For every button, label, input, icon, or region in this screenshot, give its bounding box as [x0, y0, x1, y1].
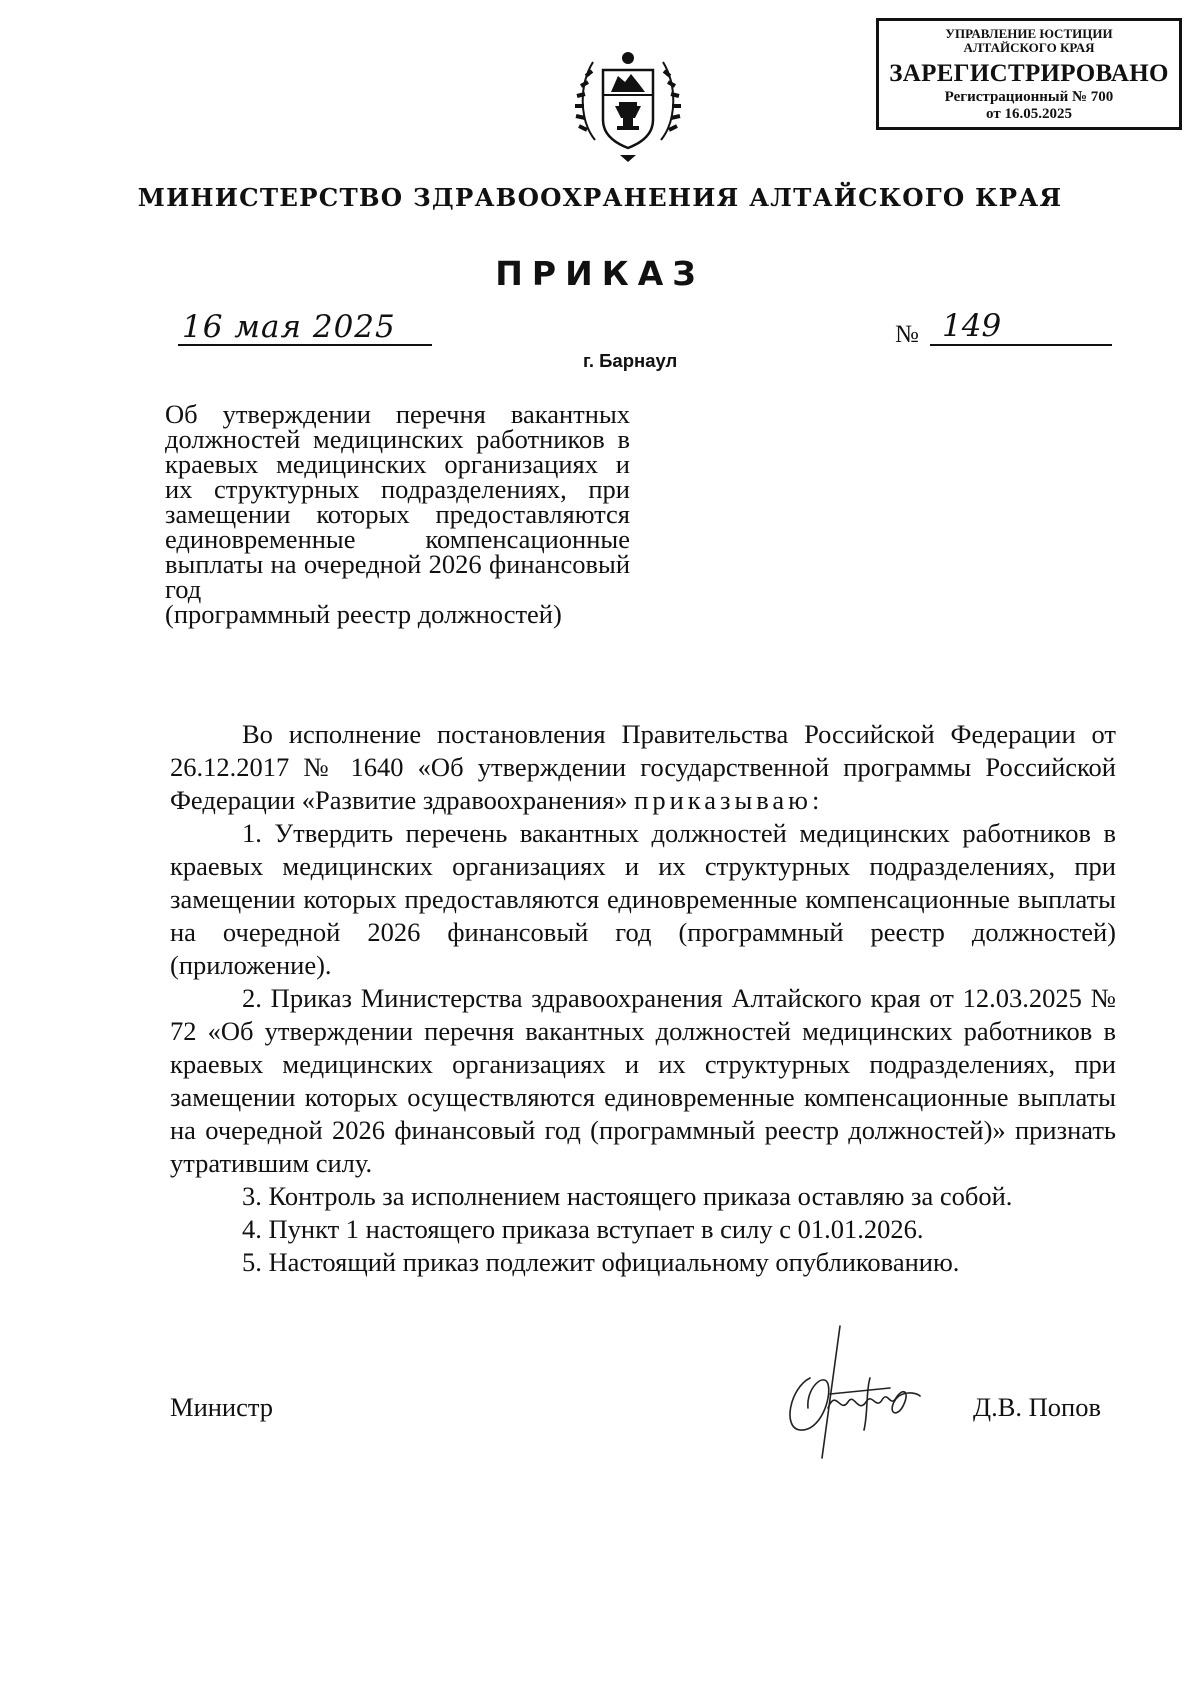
preamble-text: Во исполнение постановления Правительства Российской Федерации от 26.12.2017 № 1640 «Об утверждении государственной программы Российской Федерации «Развитие здравоохранения» — [170, 719, 1116, 815]
stamp-organization: УПРАВЛЕНИЕ ЮСТИЦИИ АЛТАЙСКОГО КРАЯ — [945, 26, 1113, 55]
number-label: № — [895, 321, 919, 348]
ministry-name: МИНИСТЕРСТВО ЗДРАВООХРАНЕНИЯ АЛТАЙСКОГО КРАЯ — [137, 183, 1063, 212]
order-item-5: 5. Настоящий приказ подлежит официальному опубликованию. — [242, 1247, 960, 1277]
subject-text: Об утверждении перечня вакантных должностей медицинских работников в краевых медицинских организациях и их структурных подразделениях, при замещении которых предоставляются единовременные компенсационные выплаты на очередной 2026 финансовый год — [165, 399, 630, 604]
order-subject — [165, 399, 630, 629]
stamp-registration-number: Регистрационный № 700 — [944, 89, 1114, 105]
order-item-1: 1. Утвердить перечень вакантных должностей медицинских работников в краевых медицинских организациях и их структурных подразделениях, при замещении которых предоставляются единовременные компенсационные выплаты на очередной 2026 финансовый год (программный реестр должностей) (приложение). — [170, 818, 1116, 980]
registration-stamp — [876, 18, 1182, 130]
order-body — [170, 718, 1116, 1279]
signatory-name: Д.В. Попов — [973, 1392, 1101, 1422]
signatory-title: Министр — [170, 1392, 274, 1422]
stamp-registration-date: от 16.05.2025 — [986, 106, 1072, 122]
order-item-2: 2. Приказ Министерства здравоохранения Алтайского края от 12.03.2025 № 72 «Об утверждении перечня вакантных должностей медицинских работников в краевых медицинских организациях и их структурных подразделениях, при замещении которых осуществляются единовременные компенсационные выплаты на очередной 2026 финансовый год (программный реестр должностей)» признать утратившим силу. — [170, 983, 1116, 1178]
order-item-4: 4. Пункт 1 настоящего приказа вступает в силу с 01.01.2026. — [242, 1214, 924, 1244]
preamble-paragraph — [170, 718, 1116, 817]
document-type: ПРИКАЗ — [495, 254, 705, 293]
document-number: 149 — [930, 308, 1112, 346]
order-item-3: 3. Контроль за исполнением настоящего приказа оставляю за собой. — [242, 1181, 1013, 1211]
stamp-status: ЗАРЕГИСТРИРОВАНО — [889, 60, 1169, 87]
document-date: 16 мая 2025 — [178, 310, 432, 346]
subject-text-last: (программный реестр должностей) — [165, 599, 562, 629]
signature-icon — [770, 1318, 930, 1468]
order-word: приказываю: — [634, 785, 824, 815]
city: г. Барнаул — [583, 350, 678, 371]
coat-of-arms-icon — [573, 40, 683, 165]
